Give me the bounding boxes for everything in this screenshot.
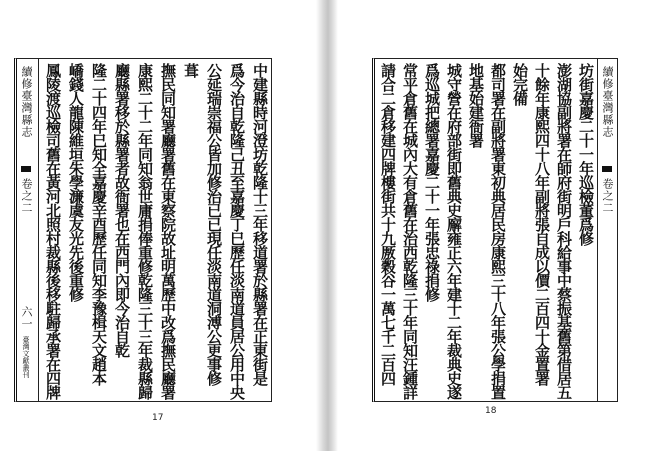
margin-title: 續修臺灣縣志 <box>20 66 33 138</box>
text-column: 嶠錢人龍陳維垣朱學濂虞友光先後重修 <box>67 63 85 301</box>
book-gutter <box>316 0 338 451</box>
text-column: 常平倉舊在城內大有倉舊在治西乾隆三十年同知汪鍾詳 <box>401 63 419 399</box>
fishtail-mark <box>602 166 612 172</box>
text-column: 公延瑞崇福公皆加修治已已現任淡南道洞溥公更事修 <box>205 63 223 385</box>
page-number: 17 <box>152 413 164 423</box>
text-column: 廳縣署移於縣署者故衙署也在西門內即今治自乾 <box>113 63 131 357</box>
text-column: 撫民同知署廳署舊在東察院故址明萬歷中改爲撫民廳署 <box>159 63 177 399</box>
margin-volume: 卷之二 <box>601 178 614 214</box>
text-column: 隆二十四年巳知全嘉慶辛酉歷任同知李豫楫天文趙本 <box>90 63 108 385</box>
text-column: 城守營在府部街即舊典史廨雍正六年建十二年裁典史遂 <box>445 63 463 399</box>
text-column: 爲今治自乾隆己丑至嘉慶丁巳歷任淡南道員居公用中央 <box>228 63 246 399</box>
margin-volume: 卷之二 <box>20 178 33 214</box>
margin-strip-divider <box>597 58 598 402</box>
folio-number: 六一 <box>20 306 33 330</box>
margin-title: 續修臺灣縣志 <box>601 66 614 138</box>
text-column: 爲巡城把總署嘉慶二十一年張忠祿捐修 <box>423 63 441 301</box>
text-column: 都司署在副將署東初典居民房康熙三十八年張公學捐置 <box>489 63 507 399</box>
text-column: 康熙二十二年同知翁世庸捐俸重修乾隆三十三年裁縣歸 <box>136 63 154 399</box>
text-column: 請合二倉移建四牌樓街共十九厫穀谷一萬七千二百四 <box>379 63 397 385</box>
text-column: 坊街嘉慶二十一年巡檢董爲修 <box>577 63 595 245</box>
text-column: 鳳陵渡巡檢司舊在黃河北照村裁縣後移駐歸承署在四牌 <box>44 63 62 399</box>
page-number: 18 <box>485 406 497 416</box>
fishtail-mark <box>21 166 31 172</box>
text-column: 中建縣時河澄坊乾隆十三年移道署於縣署在正東街是 <box>251 63 269 385</box>
margin-strip-divider <box>38 58 39 402</box>
series-name: 臺灣文獻叢刊 <box>22 336 30 378</box>
text-column: 葺 <box>182 63 200 77</box>
text-column: 始完備 <box>511 63 529 105</box>
text-column: 十餘年康熙四十八年副將張自成以價二百四十金置署 <box>533 63 551 385</box>
text-column: 澎湖協副將署在師府街明戶科給事中蔡振基舊第借居五 <box>555 63 573 399</box>
text-column: 地基始建衙署 <box>467 63 485 147</box>
